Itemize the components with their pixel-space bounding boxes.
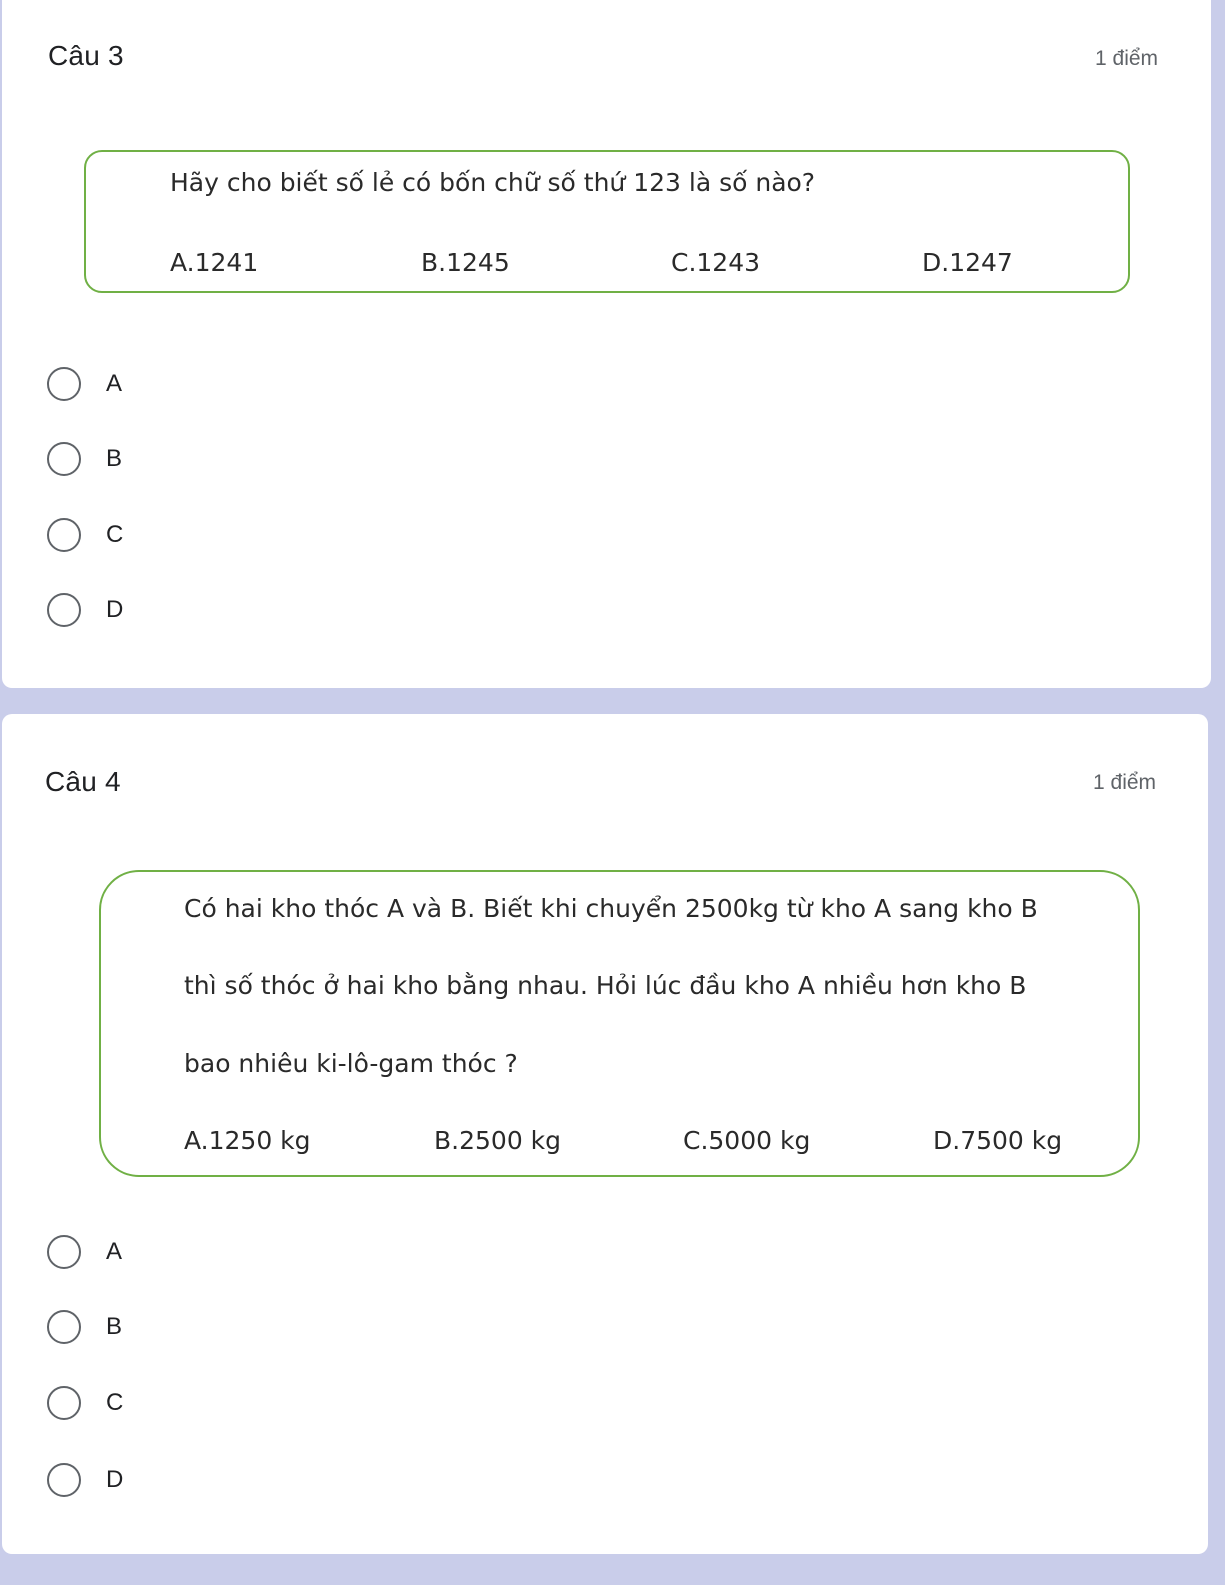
radio-option-label: C — [106, 1389, 124, 1416]
choice-d-text: D.7500 kg — [933, 1126, 1063, 1155]
radio-option-c[interactable] — [47, 513, 123, 557]
choice-d-text: D.1247 — [922, 248, 1013, 277]
question-title: Câu 3 — [48, 40, 124, 71]
radio-circle-icon[interactable] — [47, 1386, 81, 1420]
page-background-strip — [0, 1566, 1225, 1585]
radio-circle-icon[interactable] — [47, 442, 81, 476]
radio-option-b[interactable] — [47, 437, 122, 481]
choice-c-text: C.5000 kg — [683, 1126, 811, 1155]
radio-option-label: B — [106, 445, 123, 472]
radio-option-label: D — [106, 1466, 124, 1493]
question-card-3 — [2, 0, 1211, 688]
radio-option-label: A — [106, 1238, 123, 1265]
radio-circle-icon[interactable] — [47, 593, 81, 627]
choice-b-text: B.1245 — [421, 248, 510, 277]
question-image-box — [99, 870, 1140, 1177]
question-prompt-line: bao nhiêu ki-lô-gam thóc ? — [184, 1049, 518, 1078]
question-points: 1 điểm — [1093, 771, 1157, 794]
radio-option-d[interactable] — [47, 1458, 123, 1502]
radio-option-label: D — [106, 596, 124, 623]
radio-option-a[interactable] — [47, 362, 122, 406]
radio-circle-icon[interactable] — [47, 1463, 81, 1497]
radio-option-d[interactable] — [47, 588, 123, 632]
question-prompt-line: thì số thóc ở hai kho bằng nhau. Hỏi lúc đầu kho A nhiều hơn kho B — [184, 971, 1027, 1000]
radio-circle-icon[interactable] — [47, 518, 81, 552]
question-points: 1 điểm — [1095, 47, 1159, 70]
question-prompt-line: Hãy cho biết số lẻ có bốn chữ số thứ 123 là số nào? — [170, 168, 816, 197]
radio-option-label: C — [106, 521, 124, 548]
question-prompt-line: Có hai kho thóc A và B. Biết khi chuyển 2500kg từ kho A sang kho B — [184, 894, 1038, 923]
radio-option-c[interactable] — [47, 1381, 123, 1425]
choice-b-text: B.2500 kg — [434, 1126, 562, 1155]
question-image-box — [84, 150, 1130, 293]
radio-option-a[interactable] — [47, 1230, 122, 1274]
choice-a-text: A.1250 kg — [184, 1126, 311, 1155]
radio-circle-icon[interactable] — [47, 1310, 81, 1344]
radio-circle-icon[interactable] — [47, 367, 81, 401]
choice-a-text: A.1241 — [170, 248, 259, 277]
question-card-4 — [2, 714, 1208, 1554]
radio-option-b[interactable] — [47, 1305, 122, 1349]
question-title: Câu 4 — [45, 766, 121, 797]
radio-circle-icon[interactable] — [47, 1235, 81, 1269]
radio-option-label: B — [106, 1313, 123, 1340]
choice-c-text: C.1243 — [671, 248, 761, 277]
radio-option-label: A — [106, 370, 123, 397]
